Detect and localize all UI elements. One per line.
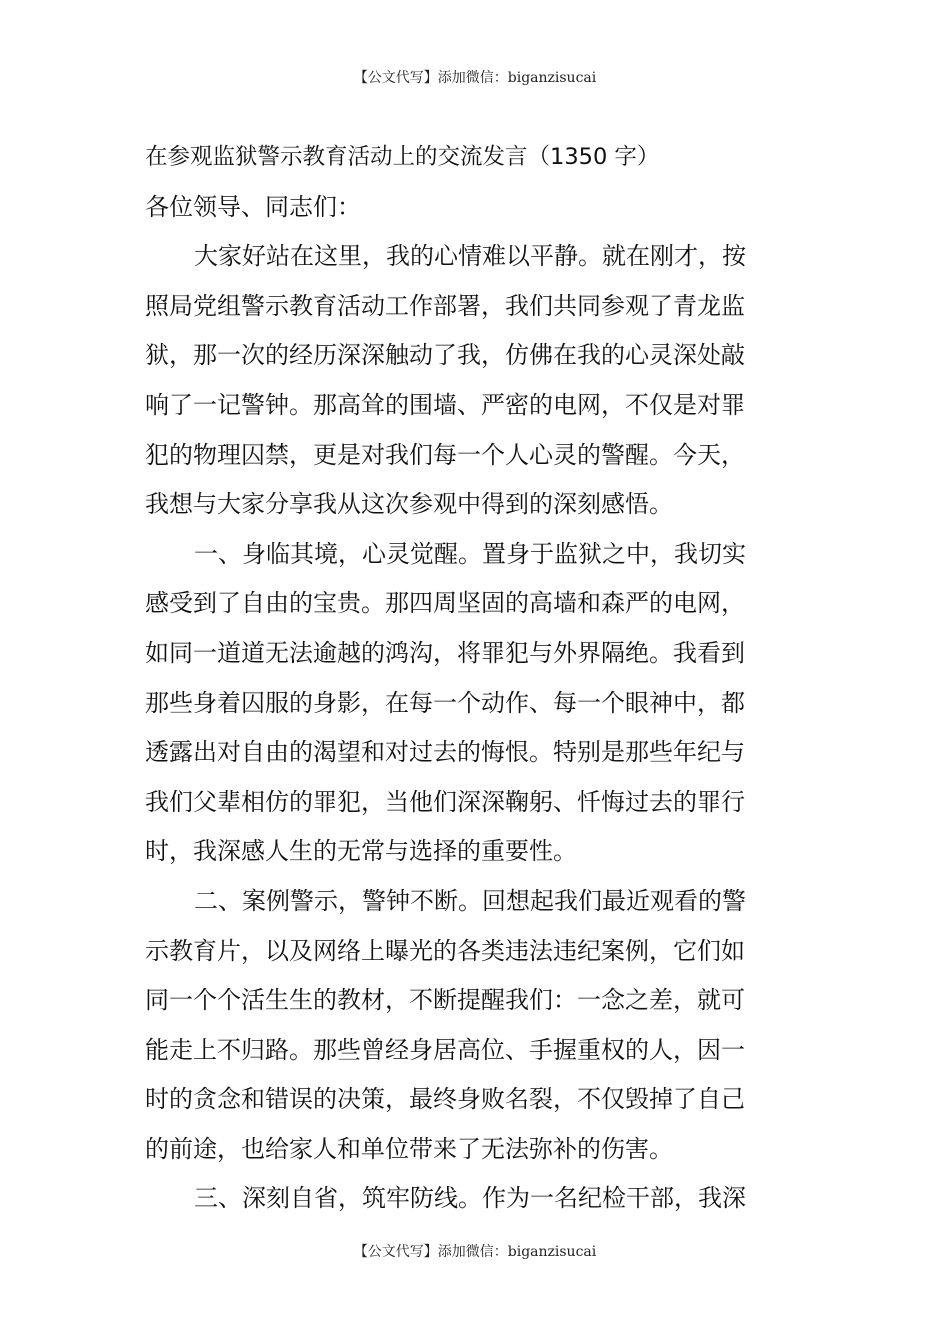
document-title: 在参观监狱警示教育活动上的交流发言（1350 字） xyxy=(145,144,660,170)
paragraph-line: 同一个个活生生的教材，不断提醒我们：一念之差，就可 xyxy=(145,986,745,1015)
paragraph-line: 我想与大家分享我从这次参观中得到的深刻感悟。 xyxy=(145,490,673,519)
paragraph-line: 狱，那一次的经历深深触动了我，仿佛在我的心灵深处敲 xyxy=(145,341,745,370)
salutation: 各位领导、同志们： xyxy=(145,192,361,221)
paragraph-line: 感受到了自由的宝贵。那四周坚固的高墙和森严的电网， xyxy=(145,589,745,618)
page-header: 【公文代写】添加微信：biganzisucai xyxy=(353,70,597,86)
paragraph-line: 我们父辈相仿的罪犯，当他们深深鞠躬、忏悔过去的罪行 xyxy=(145,787,745,816)
paragraph-1 xyxy=(145,232,810,530)
paragraph-2 xyxy=(145,530,810,877)
document-body xyxy=(145,133,810,1224)
paragraph-line: 二、案例警示，警钟不断。回想起我们最近观看的警 xyxy=(194,886,746,915)
page-footer: 【公文代写】添加微信：biganzisucai xyxy=(353,1244,597,1260)
paragraph-line: 时，我深感人生的无常与选择的重要性。 xyxy=(145,837,577,866)
paragraph-line: 响了一记警钟。那高耸的围墙、严密的电网，不仅是对罪 xyxy=(145,390,745,419)
paragraph-line: 如同一道道无法逾越的鸿沟，将罪犯与外界隔绝。我看到 xyxy=(145,638,745,667)
paragraph-line: 透露出对自由的渴望和对过去的悔恨。特别是那些年纪与 xyxy=(145,738,745,767)
paragraph-line: 示教育片，以及网络上曝光的各类违法违纪案例，它们如 xyxy=(145,936,745,965)
paragraph-line: 大家好站在这里，我的心情难以平静。就在刚才，按 xyxy=(194,242,746,271)
paragraph-line: 能走上不归路。那些曾经身居高位、手握重权的人，因一 xyxy=(145,1035,745,1064)
paragraph-line: 照局党组警示教育活动工作部署，我们共同参观了青龙监 xyxy=(145,291,745,320)
paragraph-line: 的前途，也给家人和单位带来了无法弥补的伤害。 xyxy=(145,1134,673,1163)
paragraph-line: 三、深刻自省，筑牢防线。作为一名纪检干部，我深 xyxy=(194,1184,746,1213)
paragraph-line: 犯的物理囚禁，更是对我们每一个人心灵的警醒。今天， xyxy=(145,440,745,469)
paragraph-3 xyxy=(145,877,810,1175)
paragraph-line: 一、身临其境，心灵觉醒。置身于监狱之中，我切实 xyxy=(194,539,746,568)
paragraph-4 xyxy=(145,1174,810,1224)
paragraph-line: 那些身着囚服的身影，在每一个动作、每一个眼神中，都 xyxy=(145,688,745,717)
paragraph-line: 时的贪念和错误的决策，最终身败名裂，不仅毁掉了自己 xyxy=(145,1085,745,1114)
